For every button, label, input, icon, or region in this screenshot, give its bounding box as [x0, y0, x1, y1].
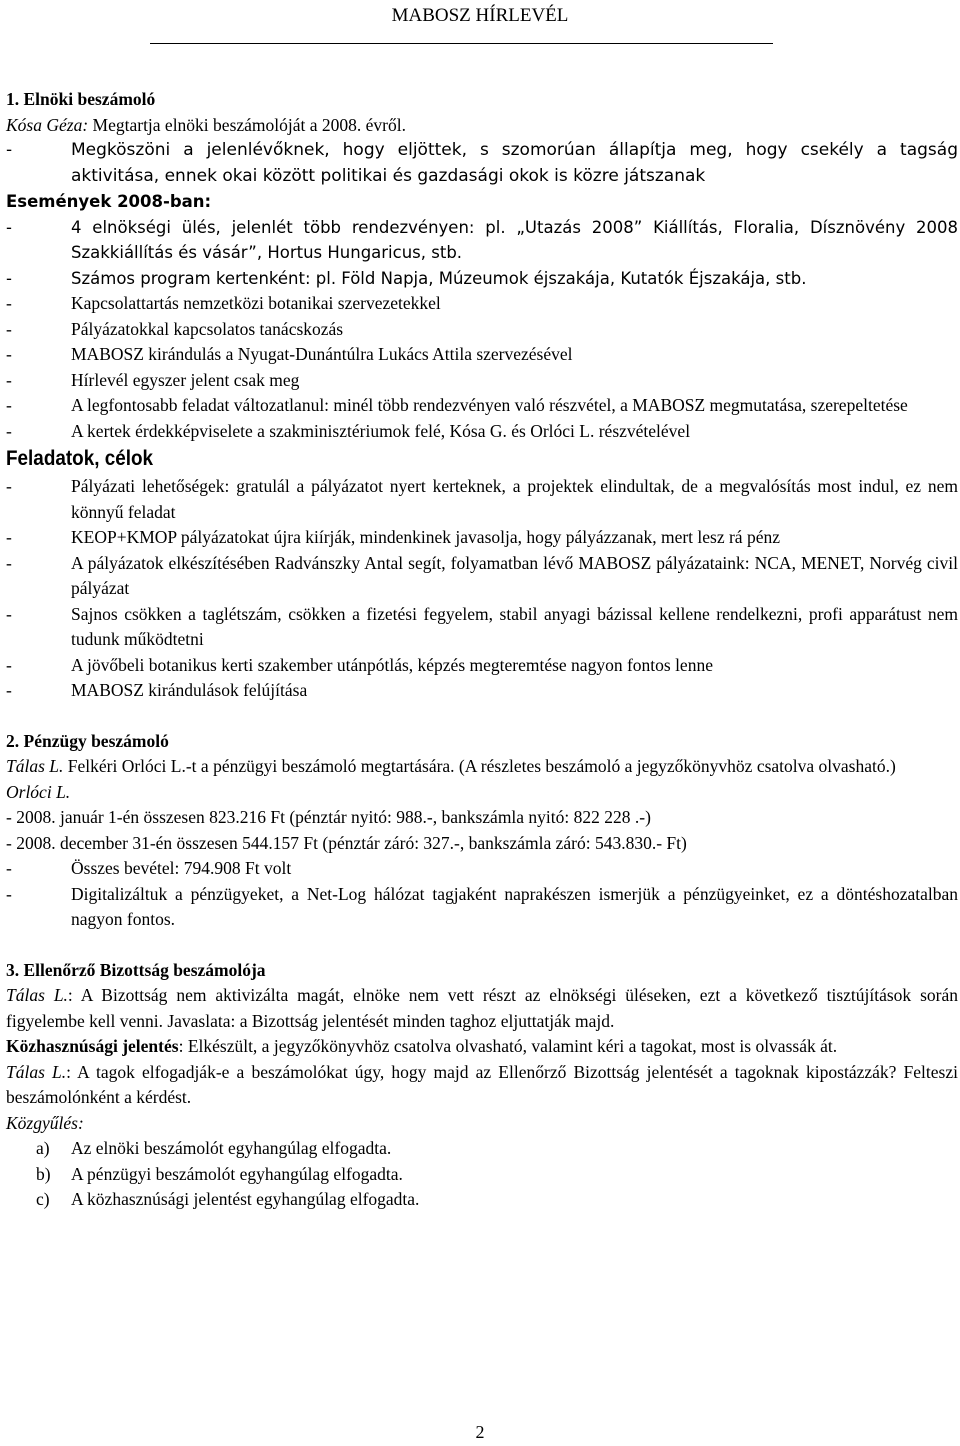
list-item: - Összes bevétel: 794.908 Ft volt: [6, 856, 958, 882]
speaker-name: Tálas L.: [6, 985, 68, 1005]
section-3-heading: 3. Ellenőrző Bizottság beszámolója: [6, 959, 266, 980]
newsletter-title: MABOSZ HÍRLEVÉL: [391, 5, 569, 26]
paragraph-text: : Elkészült, a jegyzőkönyvhöz csatolva olvasható, valamint kéri a tagokat, most is olvassák át.: [178, 1036, 838, 1056]
list-marker: b): [36, 1163, 51, 1184]
events-list: [6, 215, 958, 445]
list-item: - Digitalizáltuk a pénzügyeket, a Net-Log hálózat tagjaként naprakészen ismerjük a pénzügyeinket, ez a döntéshozatalban nagyon fontos.: [6, 882, 958, 933]
section-1-heading: 1. Elnöki beszámoló: [6, 89, 156, 109]
paragraph-text: : A Bizottság nem aktivizálta magát, elnöke nem vett részt az elnökségi üléseken, ezt a következő tisztújítások során figyelembe kell venni. Javaslata: a Bizottság jelentését minden taghoz eljuttatják majd.: [6, 985, 958, 1031]
list-item: [6, 1162, 958, 1188]
paragraph: [6, 1060, 958, 1111]
list-item: - Sajnos csökken a taglétszám, csökken a fizetési fegyelem, stabil anyagi bázissal kellene rendelkezni, profi apparátust nem tudunk működtetni: [6, 602, 958, 653]
speaker-name: Orlóci L.: [6, 781, 71, 802]
header-rule: [150, 43, 773, 44]
list-marker: a): [36, 1138, 50, 1158]
speaker-name: Kósa Géza:: [6, 114, 89, 135]
balance-line: - 2008. december 31-én összesen 544.157 Ft (pénztár záró: 327.-, bankszámla záró: 543.830.- Ft): [6, 832, 687, 853]
speaker-name: Tálas L.: [6, 756, 64, 776]
list-item: - A legfontosabb feladat változatlanul: minél több rendezvényen való részvétel, a MABOSZ megmutatása, szerepeltetése: [6, 393, 958, 419]
paragraph: [6, 983, 958, 1034]
spacer: [6, 704, 958, 729]
section-2-intro: [6, 754, 958, 780]
list-item: - Pályázatokkal kapcsolatos tanácskozás: [6, 317, 958, 343]
list-item: - Pályázati lehetőségek: gratulál a pályázatot nyert kerteknek, a projektek elindultak, de a megvalósítás most indul, ez nem könnyű feladat: [6, 474, 958, 525]
assembly-label: Közgyűlés:: [6, 1112, 84, 1133]
intro-text: Megtartja elnöki beszámolóját a 2008. évről.: [88, 114, 406, 135]
balance-line: - 2008. január 1-én összesen 823.216 Ft (pénztár nyitó: 988.-, bankszámla nyitó: 822 228 .-): [6, 807, 651, 827]
section-1-intro: [6, 113, 958, 139]
list-item: - A kertek érdekképviselete a szakminisztériumok felé, Kósa G. és Orlóci L. részvételével: [6, 419, 958, 445]
list-item: [6, 1136, 958, 1162]
list-item: - MABOSZ kirándulás a Nyugat-Dunántúlra Lukács Attila szervezésével: [6, 342, 958, 368]
list-item: - KEOP+KMOP pályázatokat újra kiírják, mindenkinek javasolja, hogy pályázzanak, mert lesz rá pénz: [6, 525, 958, 551]
list-item: - Hírlevél egyszer jelent csak meg: [6, 368, 958, 394]
report-label: Közhasznúsági jelentés: [6, 1036, 179, 1056]
thanks-list: [6, 138, 958, 189]
tasks-heading: Feladatok, célok: [6, 447, 154, 470]
list-item: - Megköszöni a jelenlévőknek, hogy eljöttek, s szomorúan állapítja meg, hogy csekély a tagság aktivitása, ennek okai között politikai és gazdasági okok is közre játszanak: [6, 138, 958, 189]
vote-text: Az elnöki beszámolót egyhangúlag elfogadta.: [71, 1138, 392, 1158]
spacer: [6, 933, 958, 958]
tasks-heading-row: [6, 444, 958, 474]
section-2-heading: 2. Pénzügy beszámoló: [6, 730, 169, 751]
list-item: - 4 elnökségi ülés, jelenlét több rendezvényen: pl. „Utazás 2008” Kiállítás, Floralia, Dísznövény 2008 Szakkiállítás és vásár”, Hortus Hungaricus, stb.: [6, 215, 958, 266]
list-item: - A pályázatok elkészítésében Radvánszky Antal segít, folyamatban lévő MABOSZ pályázataink: NCA, MENET, Norvég civil pályázat: [6, 551, 958, 602]
paragraph-text: : A tagok elfogadják-e a beszámolókat úgy, hogy majd az Ellenőrző Bizottság jelentését a tagoknak kipostázzák? Felteszi beszámolónként a kérdést.: [6, 1061, 958, 1107]
vote-text: A pénzügyi beszámolót egyhangúlag elfogadta.: [71, 1163, 403, 1184]
paragraph: [6, 1034, 958, 1060]
list-item: - Számos program kertenként: pl. Föld Napja, Múzeumok éjszakája, Kutatók Éjszakája, stb.: [6, 266, 958, 292]
vote-text: A közhasznúsági jelentést egyhangúlag elfogadta.: [71, 1189, 420, 1209]
intro-text: Felkéri Orlóci L.-t a pénzügyi beszámoló megtartására. (A részletes beszámoló a jegyzőkönyvhöz csatolva olvasható.): [63, 756, 896, 776]
events-label: Események 2008-ban:: [6, 192, 212, 211]
list-item: [6, 1187, 958, 1213]
list-item: - MABOSZ kirándulások felújítása: [6, 678, 958, 704]
list-item: - Kapcsolattartás nemzetközi botanikai szervezetekkel: [6, 291, 958, 317]
votes-list: [6, 1136, 958, 1213]
page-number: 2: [475, 1422, 485, 1442]
document-body: [6, 87, 958, 1213]
tasks-list: [6, 474, 958, 704]
speaker-name: Tálas L.: [6, 1061, 67, 1082]
list-marker: c): [36, 1189, 50, 1209]
finance-list: [6, 856, 958, 933]
list-item: - A jövőbeli botanikus kerti szakember utánpótlás, képzés megteremtése nagyon fontos lenne: [6, 653, 958, 679]
